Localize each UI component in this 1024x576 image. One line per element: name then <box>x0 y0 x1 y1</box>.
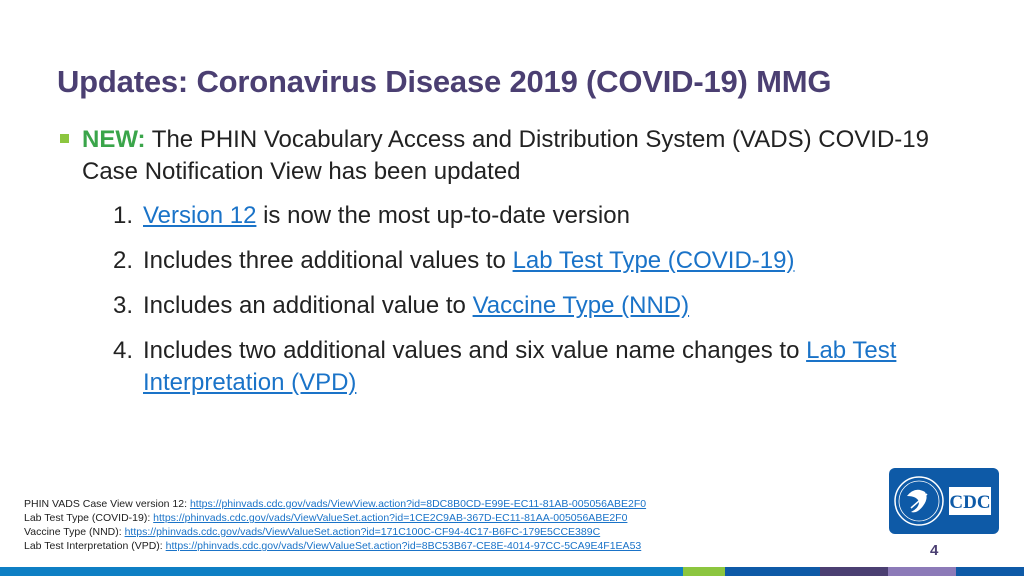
bar-segment <box>956 567 1024 576</box>
item-pre-text: Includes three additional values to <box>143 247 513 274</box>
list-item <box>113 200 953 232</box>
footnote-line <box>24 525 646 539</box>
cdc-logo-graphic <box>889 468 999 534</box>
new-label: NEW: <box>82 126 146 153</box>
numbered-list <box>113 200 953 412</box>
bullet-text: The PHIN Vocabulary Access and Distribution System (VADS) COVID-19 Case Notification View has been updated <box>82 126 929 185</box>
footnote-label: PHIN VADS Case View version 12: <box>24 498 190 510</box>
list-item <box>113 245 953 277</box>
footnote-label: Lab Test Type (COVID-19): <box>24 512 154 524</box>
bar-segment <box>683 567 725 576</box>
bottom-color-bar <box>0 567 1024 576</box>
logo-text: CDC <box>949 492 991 513</box>
item-post-text: is now the most up-to-date version <box>256 202 630 229</box>
footnote-label: Lab Test Interpretation (VPD): <box>24 540 166 552</box>
footnote-link[interactable]: https://phinvads.cdc.gov/vads/ViewValueSet.action?id=1CE2C9AB-367D-EC11-81AA-005056ABE2F0 <box>153 512 628 524</box>
footnote-label: Vaccine Type (NND): <box>24 526 125 538</box>
item-number: 1. <box>113 202 134 229</box>
footnote-link[interactable]: https://phinvads.cdc.gov/vads/ViewValueSet.action?id=8BC53B67-CE8E-4014-97CC-5CA9E4F1EA53 <box>165 540 642 552</box>
item-number: 4. <box>113 337 134 364</box>
lab-test-type-link[interactable]: Lab Test Type (COVID-19) <box>512 247 795 274</box>
bullet-square-icon <box>60 134 69 143</box>
lab-test-interpretation-link[interactable]: Lab Test Interpretation (VPD) <box>143 337 897 396</box>
item-number: 3. <box>113 292 134 319</box>
footnote-link[interactable]: https://phinvads.cdc.gov/vads/ViewValueSet.action?id=171C100C-CF94-4C17-B6FC-179E5CCE389C <box>124 526 601 538</box>
cdc-logo <box>889 468 999 534</box>
footnote-line <box>24 511 646 525</box>
version-12-link[interactable]: Version 12 <box>143 202 257 229</box>
list-item <box>113 335 953 399</box>
footnote-line <box>24 497 646 511</box>
footnote-line <box>24 539 646 553</box>
bullet-text-row <box>60 124 960 188</box>
vaccine-type-link[interactable]: Vaccine Type (NND) <box>472 292 690 319</box>
bar-segment <box>820 567 888 576</box>
list-item <box>113 290 953 322</box>
bar-segment <box>725 567 820 576</box>
page-number: 4 <box>930 542 939 559</box>
bar-segment <box>888 567 956 576</box>
footnote-link[interactable]: https://phinvads.cdc.gov/vads/ViewView.action?id=8DC8B0CD-E99E-EC11-81AB-005056ABE2F0 <box>189 498 647 510</box>
main-bullet <box>60 124 960 188</box>
bar-segment <box>0 567 683 576</box>
item-number: 2. <box>113 247 134 274</box>
slide-title: Updates: Coronavirus Disease 2019 (COVID-19) MMG <box>57 64 832 99</box>
footnotes <box>24 497 646 553</box>
item-pre-text: Includes an additional value to <box>143 292 473 319</box>
item-pre-text: Includes two additional values and six value name changes to <box>143 337 807 364</box>
